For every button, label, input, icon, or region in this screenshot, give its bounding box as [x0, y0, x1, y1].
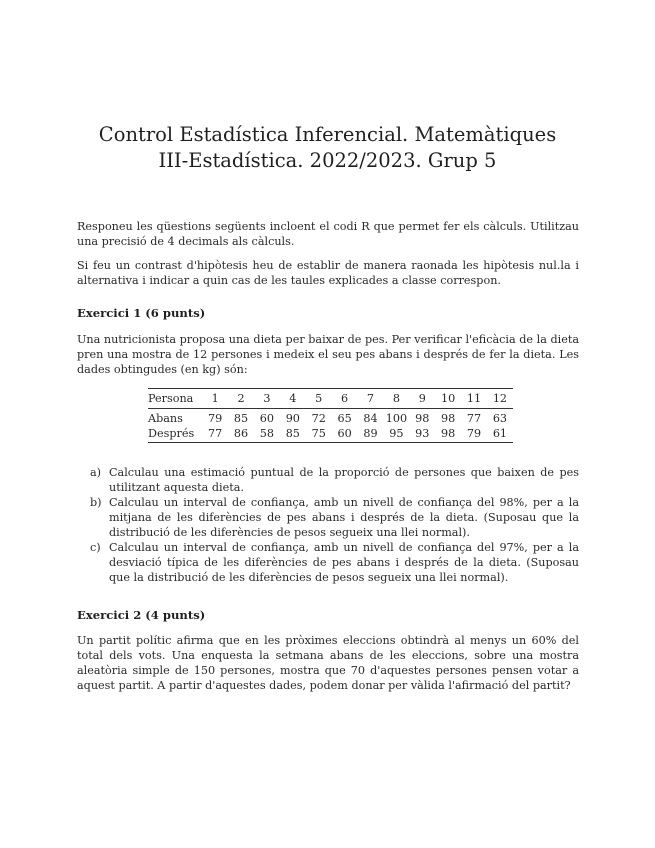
table-cell: 86	[228, 426, 254, 443]
table-cell: 77	[466, 412, 482, 425]
document-title	[60, 122, 595, 174]
table-cell: 89	[358, 426, 384, 443]
table-cell: 95	[383, 426, 409, 443]
table-header-cell: 8	[383, 389, 409, 409]
exercise-1-items	[90, 465, 579, 585]
table-row-abans	[148, 409, 513, 427]
table-cell: 79	[461, 426, 487, 443]
intro-paragraph-1: Responeu les qüestions següents incloent el codi R que permet fer els càlculs. Utilitzau una precisió de 4 decimals als càlculs.	[77, 220, 579, 248]
table-header-label: Persona	[148, 389, 202, 409]
table-header-cell: 11	[461, 389, 487, 409]
exercise-1-heading: Exercici 1 (6 punts)	[77, 306, 206, 320]
table-cell: 58	[254, 426, 280, 443]
item-marker: c)	[90, 541, 101, 554]
intro-paragraph-2: Si feu un contrast d'hipòtesis heu de establir de manera raonada les hipòtesis nul.la i alternativa i indicar a quin cas de les taules explicades a classe correspon.	[77, 259, 579, 287]
table-cell: 98	[435, 426, 461, 443]
table-header-cell: 12	[487, 389, 513, 409]
table-cell: 90	[285, 412, 300, 425]
exercise-2-heading: Exercici 2 (4 punts)	[77, 608, 206, 622]
item-marker: a)	[90, 466, 102, 479]
table-row-label: Abans	[148, 412, 183, 425]
table-cell: 72	[311, 412, 326, 425]
weight-data-table	[148, 388, 513, 443]
table-cell: 79	[208, 412, 223, 425]
table-row-label: Després	[148, 426, 202, 443]
table-header-cell: 3	[254, 389, 280, 409]
item-text: Calculau un interval de confiança, amb un nivell de confiança del 98%, per a la mitjana de les diferències de pes abans i després de la dieta. (Suposau que la distribució de les diferències de pesos segueix una llei normal).	[109, 496, 579, 539]
list-item	[90, 495, 579, 540]
table-header-cell: 7	[358, 389, 384, 409]
item-text: Calculau una estimació puntual de la proporció de persones que baixen de pes utilitzant aquesta dieta.	[109, 466, 579, 494]
table-cell: 65	[337, 412, 352, 425]
item-text: Calculau un interval de confiança, amb un nivell de confiança del 97%, per a la desviació típica de les diferències de pes abans i després de la dieta. (Suposau que la distribució de les diferències de pesos segueix una llei normal).	[109, 541, 579, 584]
list-item	[90, 540, 579, 585]
item-marker: b)	[90, 496, 102, 509]
table-cell: 85	[280, 426, 306, 443]
table-cell: 85	[233, 412, 249, 425]
table-header-cell: 6	[332, 389, 358, 409]
table-cell: 60	[259, 412, 275, 425]
table-cell: 63	[492, 412, 508, 425]
table-cell: 84	[363, 412, 378, 425]
table-header-cell: 2	[228, 389, 254, 409]
table-cell: 77	[202, 426, 228, 443]
table-header-cell: 1	[202, 389, 228, 409]
title-line-1: Control Estadística Inferencial. Matemàtiques	[98, 123, 557, 146]
table-cell: 61	[487, 426, 513, 443]
exercise-1-statement: Una nutricionista proposa una dieta per baixar de pes. Per verificar l'eficàcia de la dieta pren una mostra de 12 persones i medeix el seu pes abans i després de fer la dieta. Les dades obtingudes (en kg) són:	[77, 333, 579, 376]
table-header-cell: 4	[280, 389, 306, 409]
table-header-cell: 9	[409, 389, 435, 409]
table-cell: 93	[409, 426, 435, 443]
table-cell: 100	[385, 412, 408, 425]
list-item	[90, 465, 579, 495]
exercise-2-statement: Un partit polític afirma que en les pròximes eleccions obtindrà al menys un 60% del total dels vots. Una enquesta la setmana abans de les eleccions, sobre una mostra aleatòria simple de 150 persones, mostra que 70 d'aquestes persones pensen votar a aquest partit. A partir d'aquestes dades, podem donar per vàlida l'afirmació del partit?	[77, 634, 579, 692]
table-header-cell: 10	[435, 389, 461, 409]
table-cell: 60	[332, 426, 358, 443]
title-line-2: III-Estadística. 2022/2023. Grup 5	[158, 149, 497, 172]
table-header-cell: 5	[306, 389, 332, 409]
table-cell: 98	[441, 412, 456, 425]
table-cell: 75	[306, 426, 332, 443]
table-header-row	[148, 389, 513, 409]
table-row-despres	[148, 426, 513, 443]
table-cell: 98	[415, 412, 430, 425]
